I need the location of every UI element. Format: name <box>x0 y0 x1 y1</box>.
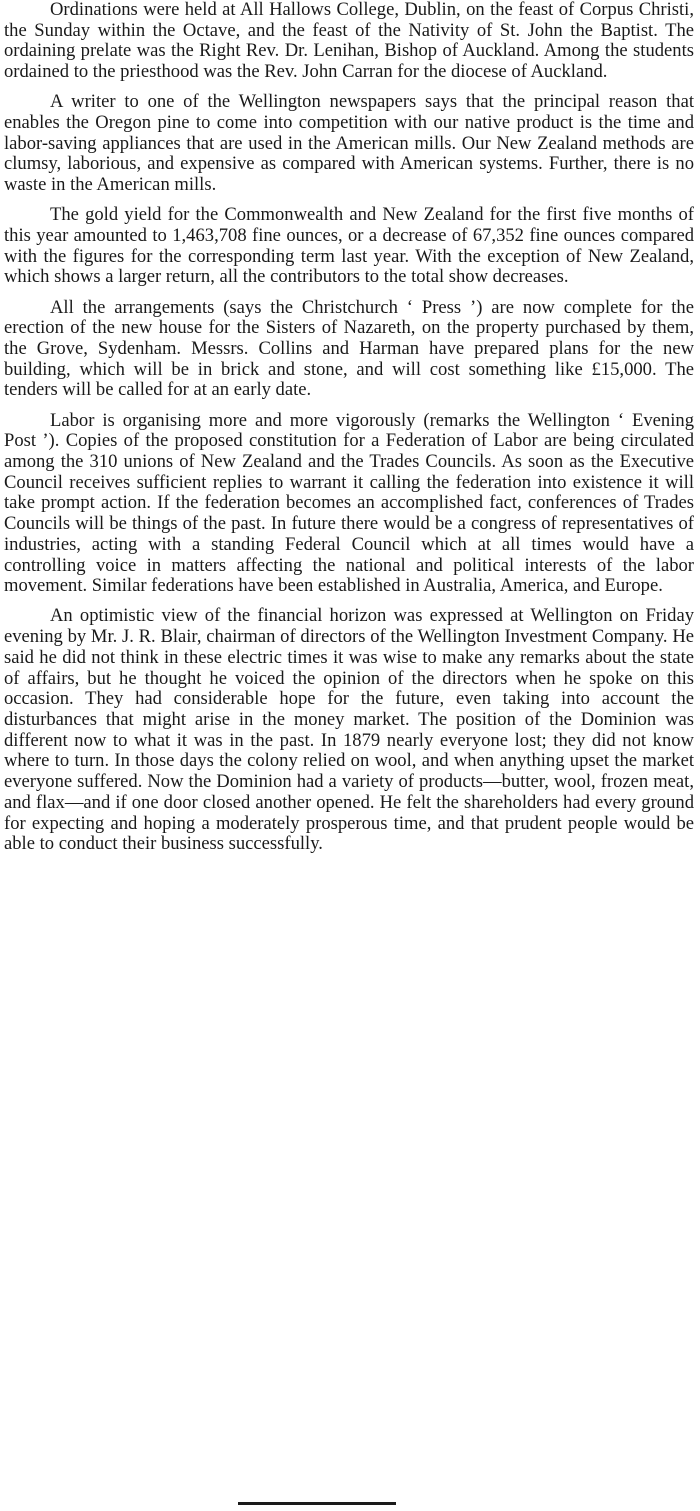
paragraph-gold-yield: The gold yield for the Commonwealth and New Zealand for the first five months of this year amounted to 1,463,708 fine ounces, or a decrease of 67,352 fine ounces compared with the figures for the corresponding term last year. With the exception of New Zealand, which shows a larger return, all the contributors to the total show decreases. <box>4 204 694 288</box>
paragraph-sisters-of-nazareth: All the arrangements (says the Christchurch ‘ Press ’) are now complete for the erection of the new house for the Sisters of Nazareth, on the property purchased by them, the Grove, Sydenham. Messrs. Collins and Harman have prepared plans for the new building, which will be in brick and stone, and will cost something like £15,000. The tenders will be called for at an early date. <box>4 296 694 401</box>
paragraph-financial-horizon: An optimistic view of the financial horizon was expressed at Wellington on Friday evening by Mr. J. R. Blair, chairman of directors of the Wellington Investment Company. He said he did not think in these electric times it was wise to make any remarks about the state of affairs, but he thought he voiced the opinion of the directors when he spoke on this occasion. They had considerable hope for the future, even taking into account the disturbances that might arise in the money market. The position of the Dominion was different now to what it was in the past. In 1879 nearly everyone lost; they did not know where to turn. In those days the colony relied on wool, and when anything upset the market everyone suffered. Now the Dominion had a variety of products—butter, wool, frozen meat, and flax—and if one door closed another opened. He felt the shareholders had every ground for expecting and hoping a moderately prosperous time, and that prudent people would be able to conduct their business successfully. <box>4 605 694 855</box>
paragraph-oregon-pine: A writer to one of the Wellington newspapers says that the principal reason that enables the Oregon pine to come into competition with our native product is the time and labor-saving appliances that are used in the American mills. Our New Zealand methods are clumsy, laborious, and expensive as compared with American systems. Further, there is no waste in the American mills. <box>4 91 694 196</box>
paragraph-federation-of-labor: Labor is organising more and more vigorously (remarks the Wellington ‘ Evening Post ’). Copies of the proposed constitution for a Federation of Labor are being circulated among the 310 unions of New Zealand and the Trades Councils. As soon as the Executive Council receives sufficient replies to warrant it calling the federation into existence it will take prompt action. If the federation becomes an accomplished fact, conferences of Trades Councils will be things of the past. In future there would be a congress of representatives of industries, acting with a standing Federal Council which at all times would have a controlling voice in matters affecting the national and political interests of the labor movement. Similar federations have been established in Australia, America, and Europe. <box>4 409 694 597</box>
news-column <box>4 0 694 855</box>
paragraph-ordinations: Ordinations were held at All Hallows College, Dublin, on the feast of Corpus Christi, the Sunday within the Octave, and the feast of the Nativity of St. John the Baptist. The ordaining prelate was the Right Rev. Dr. Lenihan, Bishop of Auckland. Among the students ordained to the priesthood was the Rev. John Carran for the diocese of Auckland. <box>4 0 694 83</box>
section-divider <box>238 1502 396 1505</box>
